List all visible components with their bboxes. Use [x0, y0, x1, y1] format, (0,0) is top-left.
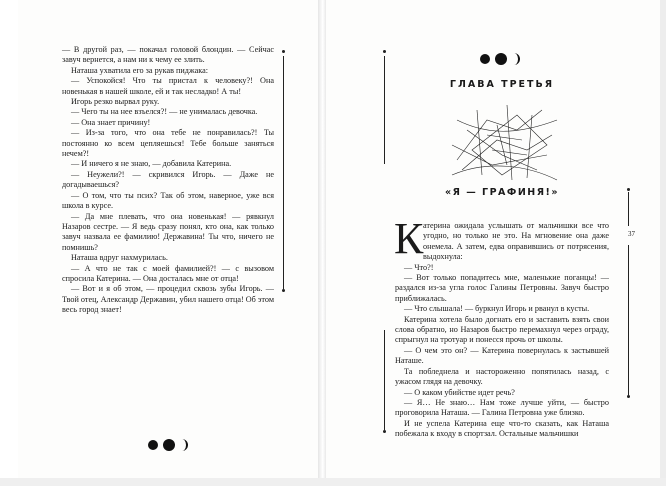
- paragraph: Наташа ухватила его за рукав пиджака:: [71, 65, 209, 75]
- paragraph: — Вот и я об этом, — процедил сквозь зубы Игорь. — Твой отец, Александр Державин, убил нашего отца! Об этом весь город знает!: [62, 284, 274, 315]
- outer-margin-rule-2: [628, 245, 629, 395]
- left-margin-rule: [283, 56, 284, 289]
- paragraph: — Неужели?! — скривился Игорь. — Даже не догадываешься?: [62, 169, 274, 190]
- paragraph: Наташа вдруг нахмурилась.: [71, 253, 168, 263]
- outer-margin-rule: [628, 192, 629, 226]
- rule-dot: [627, 395, 630, 398]
- drop-cap: К: [394, 214, 424, 263]
- scan-bottom-edge: [0, 478, 666, 486]
- paragraph: — О каком убийстве идет речь?: [404, 387, 515, 397]
- moon-phases-icon: [477, 50, 527, 68]
- paragraph: — Из-за того, что она тебе не понравилась?! Ты постоянно ко всем цепляешься! Тебе больше заняться нечем?!: [62, 128, 274, 159]
- chapter-heading: ГЛАВА ТРЕТЬЯ: [449, 79, 555, 90]
- rule-dot: [383, 50, 386, 53]
- page-number: 37: [628, 230, 635, 238]
- paragraph: Катерина хотела было догнать его и заставить взять свои слова обратно, но Назаров быстро перемахнул через ограду, спрыгнул на тротуар и понесся прочь от школы.: [395, 314, 609, 345]
- chapter-illustration: [447, 100, 562, 185]
- paragraph: — О том, что ты псих? Так об этом, наверное, уже вся школа в курсе.: [62, 190, 274, 211]
- right-margin-rule-bottom: [384, 330, 385, 430]
- rule-dot: [282, 289, 285, 292]
- paragraph: — Она знает причину!: [71, 117, 151, 127]
- rule-dot: [282, 50, 285, 53]
- page-edge: [660, 0, 666, 486]
- chapter-title: «Я — ГРАФИНЯ!»: [444, 187, 560, 198]
- paragraph: — Вот только попадитесь мне, маленькие поганцы! — раздался из-за угла голос Галины Петровны. Завуч быстро приближалась.: [395, 273, 609, 303]
- paragraph: И не успела Катерина еще что-то сказать, как Наташа побежала к входу в спортзал. Остальные мальчишки: [395, 418, 609, 439]
- paragraph: Игорь резко вырвал руку.: [71, 97, 160, 107]
- paragraph: — В другой раз, — покачал головой блондин. — Сейчас завуч вернется, а нам ни к чему ее злить.: [62, 45, 274, 65]
- paragraph: — Чего ты на нее взъелся?! — не унималась девочка.: [71, 107, 258, 117]
- book-gutter: [318, 0, 326, 486]
- first-paragraph-text: атерина ожидала услышать от мальчишки все что угодно, но только не это. На мгновение она даже онемела. А затем, едва оправившись от потрясения, выдохнула:: [423, 221, 609, 262]
- paragraph: Та побледнела и настороженно попятилась назад, с ужасом глядя на девочку.: [395, 366, 609, 387]
- first-paragraph: [394, 214, 609, 263]
- right-page-body: [394, 214, 609, 440]
- paragraph: — Я… Не знаю… Нам тоже лучше уйти, — быстро проговорила Наташа. — Галина Петровна уже близко.: [395, 397, 609, 418]
- left-page-body: [62, 45, 274, 316]
- paragraph: — Успокойся! Что ты пристал к человеку?! Она новенькая в нашей школе, ей и так несладко! А ты!: [62, 76, 274, 96]
- rule-dot: [383, 430, 386, 433]
- right-margin-rule-top: [384, 56, 385, 164]
- paragraph: — Что?!: [404, 262, 434, 272]
- paragraph: — И ничего я не знаю, — добавила Катерина.: [71, 159, 232, 169]
- moon-phases-icon: [145, 436, 195, 454]
- paragraph: — Да мне плевать, что она новенькая! — рявкнул Назаров сестре. — Я ведь сразу понял, кто она, как только завуч назвала ее фамилию! Державина! Ты что, ничего не помнишь?: [62, 211, 274, 252]
- paragraph: — Что слышала! — буркнул Игорь и рванул в кусты.: [404, 304, 590, 314]
- rule-dot: [627, 188, 630, 191]
- paragraph: — А что не так с моей фамилией?! — с вызовом спросила Катерина. — Она досталась мне от отца!: [62, 263, 274, 283]
- paragraph: — О чем это он? — Катерина повернулась к застывшей Наташе.: [395, 345, 609, 366]
